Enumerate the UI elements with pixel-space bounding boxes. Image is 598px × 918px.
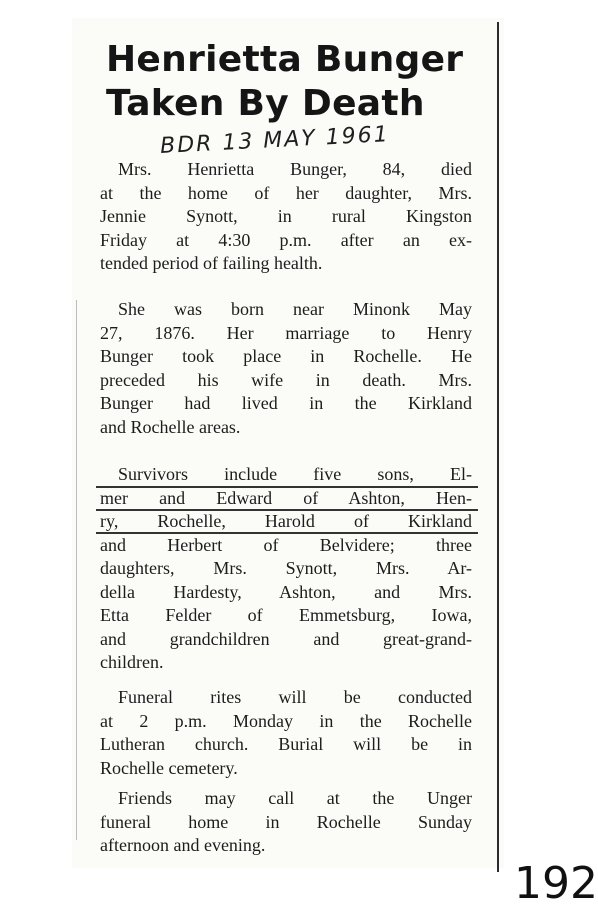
text-line: della Hardesty, Ashton, and Mrs. [100, 581, 472, 602]
text-line: afternoon and evening. [100, 835, 266, 855]
text-line: Friends may call at the Unger [118, 788, 472, 808]
clipping-edge [76, 300, 77, 840]
text-line: ry, Rochelle, Harold of Kirkland [100, 511, 472, 531]
text-line: funeral home in Rochelle Sunday [100, 811, 472, 832]
text-line: and grandchildren and great-grand- [100, 628, 472, 649]
text-line: Jennie Synott, in rural Kingston [100, 206, 472, 226]
text-line: Etta Felder of Emmetsburg, Iowa, [100, 605, 472, 625]
text-line: Survivors include five sons, El- [118, 464, 472, 484]
handwritten-date-stamp: BDR 13 MAY 1961 [159, 122, 391, 159]
text-line: Mrs. Henrietta Bunger, 84, died [118, 159, 472, 179]
text-line: 27, 1876. Her marriage to Henry [100, 322, 472, 343]
text-line: and Rochelle areas. [100, 416, 241, 437]
headline-line-2: Taken By Death [106, 83, 425, 124]
text-line: Lutheran church. Burial will be in [100, 734, 472, 754]
text-line: children. [100, 652, 164, 672]
text-line: She was born near Minonk May [118, 299, 472, 319]
text-line: preceded his wife in death. Mrs. [100, 369, 472, 390]
paragraph-survivors [100, 463, 472, 675]
text-line: Rochelle cemetery. [100, 757, 238, 778]
headline [106, 38, 486, 126]
text-line: Bunger took place in Rochelle. He [100, 346, 472, 366]
text-line: Friday at 4:30 p.m. after an ex- [100, 229, 472, 250]
headline-line-1: Henrietta Bunger [106, 39, 464, 80]
text-line: at 2 p.m. Monday in the Rochelle [100, 710, 472, 731]
text-line: and Herbert of Belvidere; three [100, 534, 472, 555]
paragraph-death-notice [100, 158, 472, 276]
paragraph-funeral [100, 686, 472, 780]
column-rule [497, 22, 499, 872]
paragraph-visitation [100, 787, 472, 858]
text-line: at the home of her daughter, Mrs. [100, 182, 472, 203]
text-line: Bunger had lived in the Kirkland [100, 393, 472, 413]
paragraph-biography [100, 298, 472, 439]
text-line: Funeral rites will be conducted [118, 687, 472, 707]
text-line: daughters, Mrs. Synott, Mrs. Ar- [100, 558, 472, 578]
text-line: mer and Edward of Ashton, Hen- [100, 487, 472, 508]
handwritten-page-number: 192 [514, 858, 598, 909]
text-line: tended period of failing health. [100, 253, 323, 273]
